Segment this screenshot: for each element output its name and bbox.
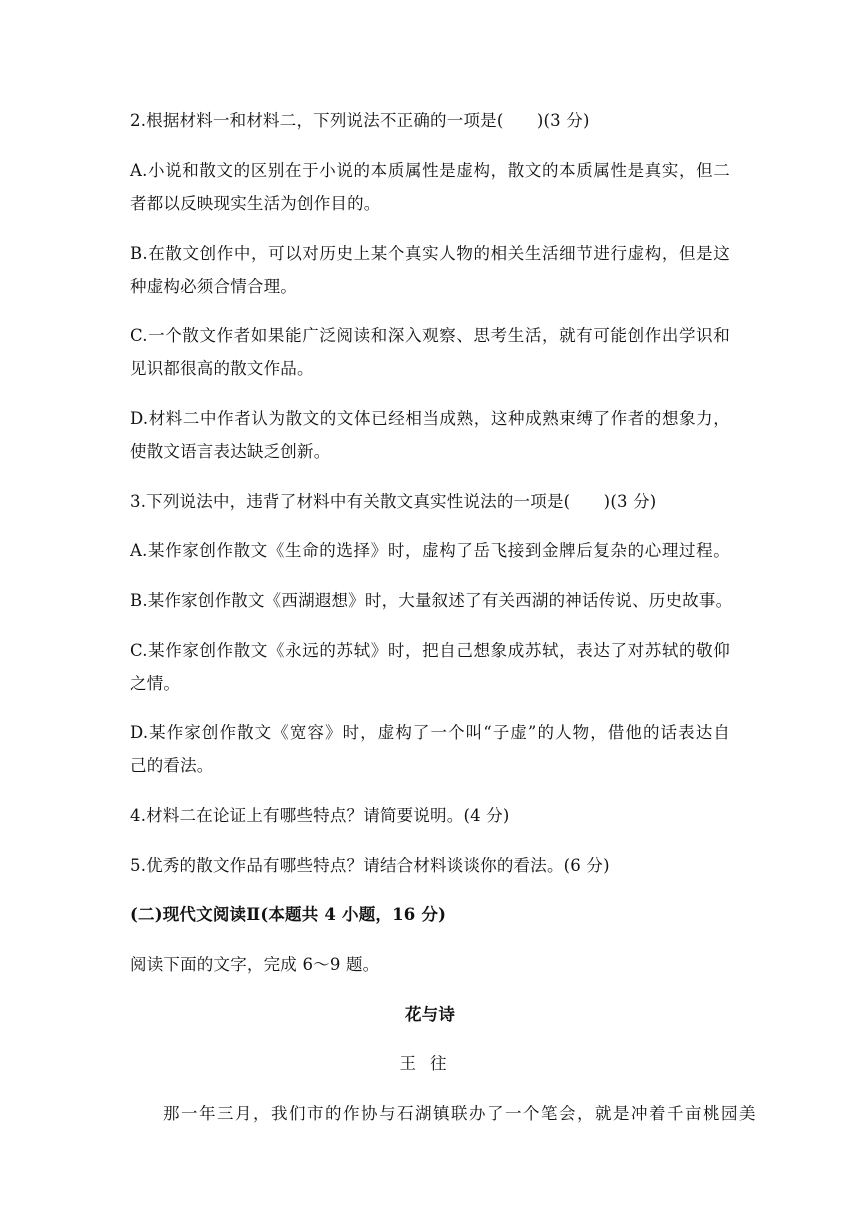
question-2-stem: 2.根据材料一和材料二，下列说法不正确的一项是( )(3 分)	[130, 111, 590, 130]
question-3-stem: 3.下列说法中，违背了材料中有关散文真实性说法的一项是( )(3 分)	[130, 492, 657, 511]
question-3-option-d-line-1: D.某作家创作散文《宽容》时，虚构了一个叫“子虚”的人物，借他的话表达自	[130, 723, 730, 742]
question-3-option-c-line-1: C.某作家创作散文《永远的苏轼》时，把自己想象成苏轼，表达了对苏轼的敬仰	[130, 641, 730, 660]
question-3-option-a: A.某作家创作散文《生命的选择》时，虚构了岳飞接到金牌后复杂的心理过程。	[130, 541, 730, 560]
question-2-option-c-line-1: C.一个散文作者如果能广泛阅读和深入观察、思考生活，就有可能创作出学识和	[130, 326, 730, 345]
question-5: 5.优秀的散文作品有哪些特点？请结合材料谈谈你的看法。(6 分)	[130, 856, 610, 875]
article-first-line: 那一年三月，我们市的作协与石湖镇联办了一个笔会，就是冲着千亩桃园美	[163, 1104, 757, 1123]
question-3-option-c-line-2: 之情。	[130, 674, 181, 693]
question-3-option-d-line-2: 己的看法。	[130, 756, 214, 775]
article-author: 王往	[399, 1054, 461, 1073]
article-title: 花与诗	[404, 1005, 456, 1024]
question-2-option-d-line-1: D.材料二中作者认为散文的文体已经相当成熟，这种成熟束缚了作者的想象力，	[130, 409, 730, 428]
question-3-option-b: B.某作家创作散文《西湖遐想》时，大量叙述了有关西湖的神话传说、历史故事。	[130, 591, 733, 610]
question-2-option-d-line-2: 使散文语言表达缺乏创新。	[130, 442, 331, 461]
reading-instruction: 阅读下面的文字，完成 6～9 题。	[130, 955, 380, 974]
question-4: 4.材料二在论证上有哪些特点？请简要说明。(4 分)	[130, 806, 510, 825]
question-2-option-c-line-2: 见识都很高的散文作品。	[130, 359, 314, 378]
question-2-option-b-line-2: 种虚构必须合情合理。	[130, 277, 297, 296]
question-2-option-a-line-2: 者都以反映现实生活为创作目的。	[130, 194, 381, 213]
section-heading: (二)现代文阅读Ⅱ(本题共 4 小题，16 分)	[130, 905, 447, 924]
question-2-option-a-line-1: A.小说和散文的区别在于小说的本质属性是虚构，散文的本质属性是真实，但二	[130, 161, 730, 180]
question-2-option-b-line-1: B.在散文创作中，可以对历史上某个真实人物的相关生活细节进行虚构，但是这	[130, 244, 730, 263]
